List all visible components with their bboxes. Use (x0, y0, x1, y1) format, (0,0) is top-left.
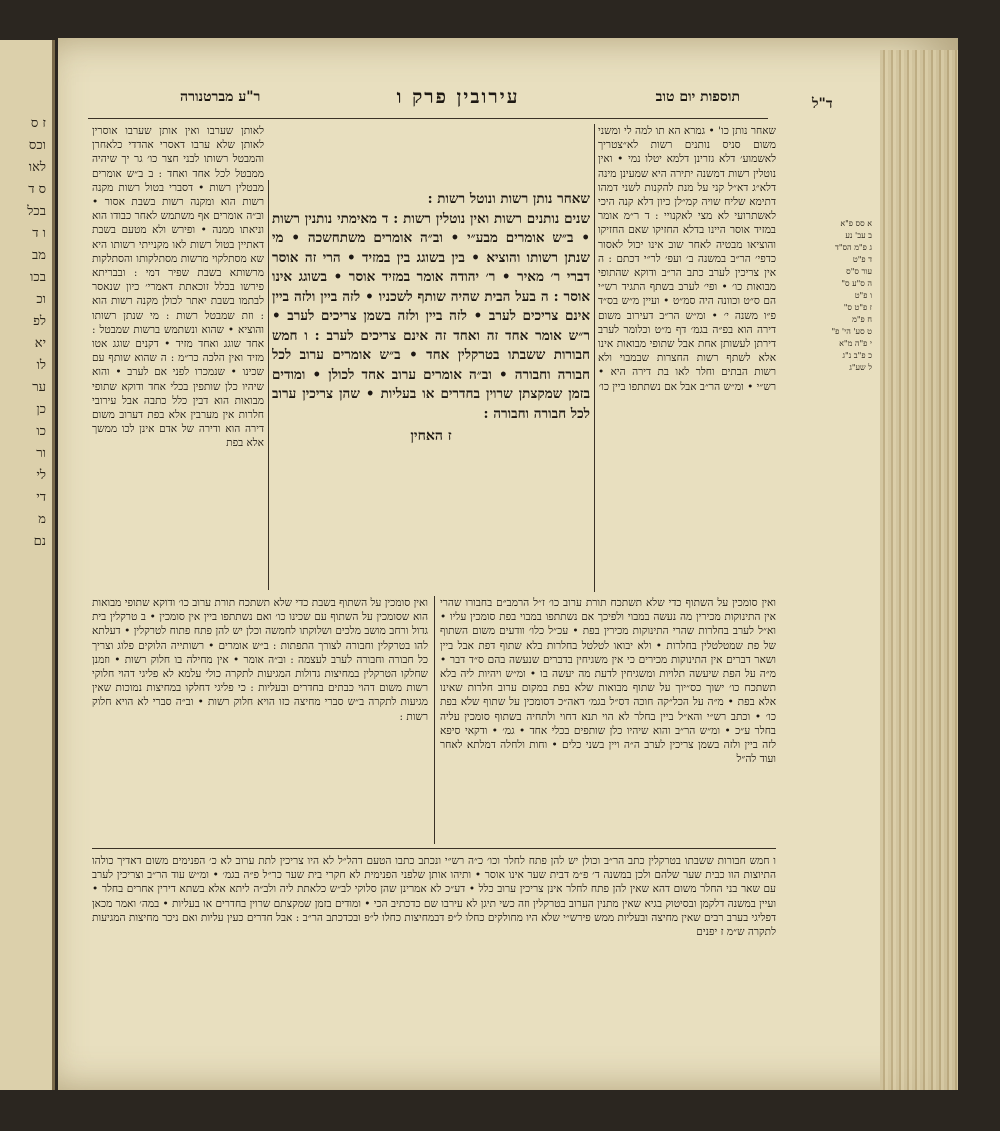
running-head-chapter: עירובין פרק ו (396, 85, 520, 108)
left-page-fragment: כו (36, 424, 46, 439)
mishnah-closing-catchword: ז האחין (410, 428, 452, 444)
tosafot-column-right: שאחר נותן כו' • גמרא הא תו למה לי ומשני משום סניס נותנים רשות לא״צטריך לאשמוע׳ דלא גזרינן דלמא יטלו נמי • ואין נוטלין רשות דמשנה יתירה היא שמעינן מינה דלא״ג דא״ל קני על מנת להקנות לשני דמהו דתימא שליח שויה קמ״לן כיון דלא קנה היכי לאשתרועי לא מצי לאקנויי : ד ר״מ אומר במזיד אוסר היינו בדלא החזיקו שאם החזיקו והוציאו מבטיה לאחר שוב אינו יכול לאסור כדפי׳ הר״ב במשנה ב׳ ועפ׳ לר״י דכתם : ה אין צריכין לערב כתב הר״ב ודוקא שהתופי מבואות כו׳ • ופי׳ לערב בשתף התגיד רש״י הם ס״ט וכוונה היה סמ״ט • ועיין מ״ש בס״ד פ״ו משנה י׳ • ומ״ש הר״ב דעירוב משום דירה הוא בפ״ה בגמ׳ דף מ״ט וכלומר לערב דירתן לעשותן אחת אבל שתופי מבואות אינו אלא לשתף רשות החצרות שבמבוי ולא רשות הבתים וחלר לאו בת דירה היא • רש״י • ומ״ש הר״ב אבל אם נשתתפו ביין כו׳ (598, 125, 776, 393)
tosafot-bottom: ו חמש חבורות ששבתו בטרקלין כתב הר״ב וכולן יש להן פתח לחלר וכו׳ כ״ה רש״י ונכתב כתבו הטעם דהל״ל לא היו צריכין לתת ערוב לא כ׳ הפנימים משום דאדיך כולהו התיוצות הוו כבית שער שלהם ולכן במשנה ד׳ פ״מ דבית שער אינו אוסר • ותיהו אותן שלפני הפנימית לא חקרי בית שער כר״ל פ״ה בגמ׳ • ומ״ש עוד הר״ב וצריכין לערב עם שאר בני החלר משום דהא שאין להן פתח לחלר אינן צריכין ערוב כלל • דע״כ לא אמרינן שהן סלוקי לב״ש כלאתת ליה ולב״ה ליתא אלא בשתא דירין אחרים בחלר • ועיין במשנה דלקמן ובסיטוק בגיא שאין מתנין הערוב בטרקלין וזה כשי תיגן לא עירבו שם כדכתיב הכי • ומודים בזמן שמקצתם שרוין בחדרים או בעליות • במה׳ ואמר מכאן דפליגי בערב רבים שאין מחיצה ובעליות ממש פירש״י שלא היו מחולקים כחלו ל״פ דבמחיצות כחלו ל״פ ובכדכתב הר״ב : אבל חדרים כעין עליות ואם ניכר מחיצות המגיעות לתקרה ש״מ ז יפנים (92, 855, 776, 939)
left-page-fragment: ו ד (32, 226, 46, 241)
margin-note: ג פ"מ הס"ד (834, 243, 872, 252)
mishnah-opening: שאחר נותן רשות ונוטל רשות : (427, 191, 590, 207)
bartenura-continuation: ואין סומכין על השתוף בשבת כדי שלא תשתכח תורת ערוב כו׳ ודוקא שתופי מבואות הוא שסומכין על השתוף עם שכינו כו׳ ואם נשתתפו ביין אין סומכין • ב טרקלין בית גדול ורחב מושב מלכים ושלוקתו לחמשה וכלן יש להן פתח פתוח לטרקלין • דעלתא להו בטרקלין וחבורה לצורך התפתות : ב״ש אומרים • רשותייה הלוקים פלוג וצריך כל חבורה וחבורה לערב לעצמה : וב״ה אומר • אין מחילה בו חלוק רשות • וזמנן שחלקו הטרקלין במחיצות גדולות המגיעות לתקרה כולי עלמא לא פליגי דהוי חלוקי רשות משום דהוי כבתים בחדרים ובעליות : כי פליגי דחלקו במחיצות נמוכות שאין מגיעות לתקרה ב״ש סברי מחיצה כזו הויא חלוק רשות • וב״ה סברי לא הויא חלוק רשות : (92, 597, 428, 723)
running-head (180, 82, 740, 112)
column-rule (268, 180, 269, 590)
column-rule (434, 596, 435, 844)
left-page-fragment: ס ד (28, 182, 46, 197)
margin-note: עור ס"ס (846, 267, 872, 276)
margin-note: ל שע"ג (849, 363, 872, 372)
folio-number: ד"ל (812, 96, 833, 112)
left-page-fragment: כן (36, 402, 46, 417)
running-head-commentary-title: תוספות יום טוב (655, 88, 740, 105)
margin-note: ה ס"ע ס" (841, 279, 872, 288)
margin-note: כ פ"ב נ"ג (842, 351, 872, 360)
left-page-fragment: וכ (36, 292, 46, 307)
left-page-fragment: בכל (27, 204, 46, 219)
left-page-fragment: יא (34, 336, 46, 351)
left-page-fragment: מב (32, 248, 46, 263)
margin-note: י פ"ה מ"א (839, 339, 872, 348)
left-page-fragment: נם (33, 534, 46, 549)
margin-note: ז פ"ט ס" (843, 303, 872, 312)
left-page-fragment: לו (36, 358, 46, 373)
bartenura-column-left: לאותן שערבו ואין אותן שערבו אוסרין לאותן שלא ערבו דאסרי אהדדי כלאחרן והמבטל רשותו לבני חצר כו׳ גר יך שיהיה ממבטל לכל אחד ואחד : ב ב״ש אומרים מבטלין רשות • דסברי בטול רשות מקנה רשות הוא ומקנה רשות בשבת אסור • וב״ה אומרים אף משתמש לאחר כבודו הוא וניאתו ממנה • ופירש ולא מטעם בשבת דאתיין בטול רשות לאו מקנייתי רשותו היא שא מסתלקוי מרשות מסתלקותו והסתלקות מרשותא בשבת שפיר דמי : ובבריתא פירשו בכלל זוכאתת דאמרי׳ כיון שנאסר לבתמו בשבת יאתר לכולן מקנה רשות הוא : וזת שמבטל רשות : מי שנתן רשותו והוציא • שהוא ונשתמש ברשות שמבטל : אחד שוגג ואחד מזיד • דקנים שוגג אטו מזיד ואין הלכה כר״מ : ה שהוא שותף עם שכינו • שנמכרו לפני אם לערב • והוא שיהיו כלן שותפין בכלי אחד ודוקא שתופי מבואות הוא דבין כלל כתבה אבל עירובי חלרות אין מערבין אלא בפת דערוב משום דירה הוא ודירה של אדם אינן לכו ממשך אלא בפת (92, 125, 264, 450)
margin-note: ח פ"מ (852, 315, 872, 324)
running-head-bartenura: ר"ע מברטנורה (180, 88, 261, 105)
left-page-fragment: ור (36, 446, 46, 461)
section-rule (92, 848, 776, 849)
left-page-fragment: לפ (33, 314, 46, 329)
margin-note: ו פ"ט (854, 291, 872, 300)
left-page-edge (0, 40, 55, 1090)
left-page-fragment: ז ס (30, 116, 46, 131)
tosafot-continuation: ואין סומכין על השתוף כדי שלא תשתכח תורת ערוב כו׳ ז״ל הרמב״ם בחבורו שהרי אין התינוקות מכירין מה נעשה במבוי ולפיכך אם נשתתפו במבוי בפת סומכין עליו • וא״ל לערב בחלרות שהרי התינוקות מכירין בפת • עכ״ל כלו׳ וודעים משום השתוף של פת שמטלטלין בחלרות • ולא יבואו לטלטל בחלרות בלא שתוף דפת אבל ביין ושאר דברים אין התינוקות מכירים כי אין משגיחין בדברים שנעשה בהם ס״ד דבר • מ״ה על הפת שיעשה תלויות ומשגיחין לדעת מה יעשה בו • ומ״ש ויהיות ליה בלא תשתכח כו׳ ישוך כס״יוך על שתוף מבואות שלא בפת במקום ערוב חלרות שאינו אלא בפת • מ״ה על הכל״קה חוכה דס״ל בגמ׳ דאה״כ דסומכין על שתוף שלא בפת כו׳ • וכתב רש״י והא״ל ביין בחלר לא הוי תנא דחוי ולתחיה בשתוף סומכין עליה בחלר ע״כ • ומ״ש הר״ב והוא שיהיו כלן שותפים בכלי אחד • גמ׳ • ודקאי סיפא לזה ביין ולזה בשמן צריכין לערב ה״ה ויין בשני כלים • וחות ולחלה דמלתא לאחר ועוד לה״ל (440, 597, 776, 766)
left-page-fragment: וכס (28, 138, 46, 153)
margin-note: ב עב' נע (845, 231, 872, 240)
margin-note: ט סע' הי' פ" (831, 327, 872, 336)
margin-notes (788, 218, 872, 374)
margin-note: ד פ"ט (852, 255, 872, 264)
mishnah-text: שנים נותנים רשות ואין נוטלין רשות : ד מאימתי נותנין רשות • ב״ש אומרים מבע״י • וב״ה אומרים משתחשכה • מי שנתן רשותו והוציא • בין בשוגג בין במזיד • הרי זה אוסר דברי ר׳ מאיר • ר׳ יהודה אומר במזיד אוסר • בשוגג אינו אוסר : ה בעל הבית שהיה שותף לשכניו • לזה ביין ולזה ביין אינם צריכים לערב • לזה ביין ולזה בשמן צריכים לערב • ר״ש אומר אחד זה ואחד זה אינם צריכים לערב : ו חמש חבורות ששבתו בטרקלין אחד • ב״ש אומרים ערוב לכל חבורה וחבורה • וב״ה אומרים ערוב אחד לכולן • ומודים בזמן שמקצתן שרוין בחדרים או בעליות • שהן צריכין ערוב לכל חבורה וחבורה : (272, 210, 590, 422)
left-page-fragment: מ (38, 512, 46, 527)
left-page-fragment: לאו (28, 160, 46, 175)
margin-note: א סס פ"א (840, 219, 872, 228)
column-rule (594, 124, 595, 592)
left-page-fragment: די (36, 490, 46, 505)
mishnah-block (272, 190, 590, 590)
left-page-fragment: בכו (30, 270, 46, 285)
left-page-fragment: לי (36, 468, 46, 483)
page-fore-edge (880, 50, 958, 1090)
left-page-fragment: ער (32, 380, 46, 395)
header-rule (88, 118, 768, 119)
